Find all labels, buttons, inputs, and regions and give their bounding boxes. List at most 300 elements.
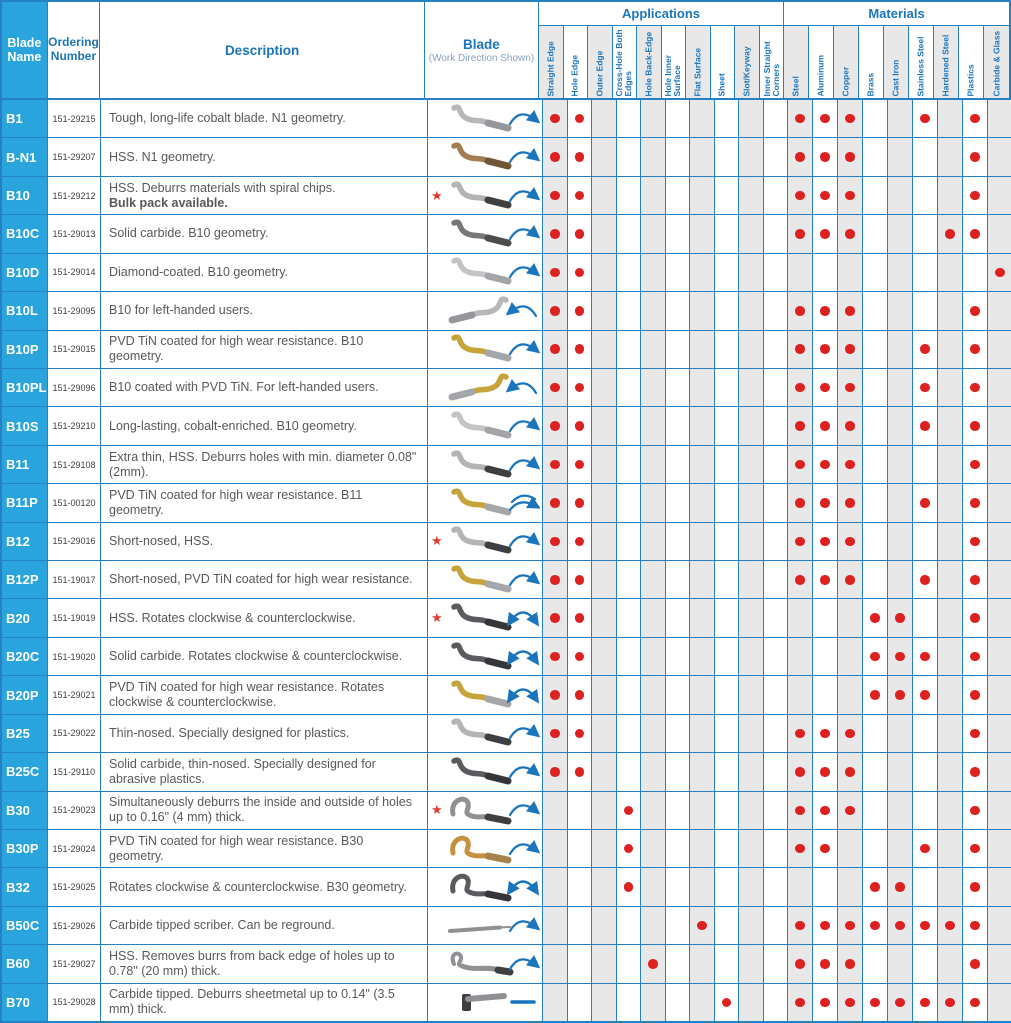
- column-label: Hole Edge: [569, 54, 580, 97]
- material-cell-stainless-steel: [913, 254, 938, 291]
- column-label: Outer Edge: [594, 50, 605, 97]
- application-cell-cross-hole-both-edges: [617, 561, 642, 598]
- material-column-header-plastics: [959, 26, 984, 98]
- material-cell-cast-iron: [888, 792, 913, 829]
- application-cell-hole-back-edge: [641, 292, 666, 329]
- application-cell-outer-edge: [592, 907, 617, 944]
- ordering-number-cell: 151-29108: [48, 446, 101, 483]
- check-dot-icon: [970, 575, 980, 585]
- application-cell-hole-edge: [568, 484, 593, 521]
- application-cell-outer-edge: [592, 484, 617, 521]
- application-cell-slot-keyway: [739, 945, 764, 982]
- application-cell-flat-surface: [690, 561, 715, 598]
- table-row-b32: [2, 868, 1009, 906]
- material-cell-cast-iron: [888, 484, 913, 521]
- application-cell-hole-back-edge: [641, 138, 666, 175]
- material-cell-steel: [788, 638, 813, 675]
- column-label: Plastics: [965, 64, 976, 97]
- application-cell-slot-keyway: [739, 177, 764, 214]
- check-dot-icon: [550, 306, 560, 316]
- check-dot-icon: [970, 344, 980, 354]
- table-row-b10pl: [2, 369, 1009, 407]
- check-dot-icon: [920, 498, 930, 508]
- check-dot-icon: [795, 921, 805, 931]
- material-cell-steel: [788, 599, 813, 636]
- application-cell-hole-inner-surface: [666, 254, 691, 291]
- table-row-b12: [2, 523, 1009, 561]
- blade-name-cell: B1: [2, 100, 48, 137]
- application-cell-flat-surface: [690, 868, 715, 905]
- check-dot-icon: [820, 421, 830, 431]
- check-dot-icon: [895, 613, 905, 623]
- application-cell-hole-inner-surface: [666, 484, 691, 521]
- material-cell-brass: [863, 177, 888, 214]
- table-row-b10l: [2, 292, 1009, 330]
- check-dot-icon: [550, 460, 560, 470]
- application-cell-hole-inner-surface: [666, 830, 691, 867]
- material-cell-cast-iron: [888, 369, 913, 406]
- application-cell-straight-edge: [543, 868, 568, 905]
- blade-image-cell: [428, 484, 543, 521]
- application-cell-inner-straight-corners: [764, 369, 789, 406]
- check-dot-icon: [795, 152, 805, 162]
- check-dot-icon: [845, 959, 855, 969]
- description-text: HSS. Rotates clockwise & counterclockwise.: [109, 610, 356, 625]
- application-cell-flat-surface: [690, 715, 715, 752]
- application-cell-outer-edge: [592, 254, 617, 291]
- clockwise-arrow-icon: [506, 760, 540, 784]
- check-dot-icon: [795, 767, 805, 777]
- material-cell-carbide-glass: [988, 792, 1011, 829]
- check-dot-icon: [575, 652, 585, 662]
- material-cell-plastics: [963, 638, 988, 675]
- material-cell-carbide-glass: [988, 715, 1011, 752]
- application-cell-slot-keyway: [739, 792, 764, 829]
- application-cell-hole-inner-surface: [666, 177, 691, 214]
- material-cell-cast-iron: [888, 446, 913, 483]
- clockwise-arrow-icon: [506, 952, 540, 976]
- description-cell: [101, 638, 428, 675]
- check-dot-icon: [575, 191, 585, 201]
- blade-image-cell: [428, 177, 543, 214]
- check-dot-icon: [970, 383, 980, 393]
- table-row-b11p: [2, 484, 1009, 522]
- application-cell-inner-straight-corners: [764, 446, 789, 483]
- application-cell-hole-inner-surface: [666, 868, 691, 905]
- check-dot-icon: [970, 229, 980, 239]
- application-cell-outer-edge: [592, 446, 617, 483]
- material-cell-cast-iron: [888, 753, 913, 790]
- application-cell-hole-back-edge: [641, 369, 666, 406]
- application-cell-hole-back-edge: [641, 599, 666, 636]
- material-cell-carbide-glass: [988, 830, 1011, 867]
- description-cell: [101, 599, 428, 636]
- application-cell-inner-straight-corners: [764, 254, 789, 291]
- material-cell-cast-iron: [888, 945, 913, 982]
- description-text: HSS. N1 geometry.: [109, 149, 216, 164]
- application-cell-outer-edge: [592, 676, 617, 713]
- check-dot-icon: [795, 344, 805, 354]
- application-cell-sheet: [715, 561, 740, 598]
- application-cell-hole-back-edge: [641, 523, 666, 560]
- material-cell-copper: [838, 446, 863, 483]
- material-column-header-carbide-glass: [984, 26, 1009, 98]
- check-dot-icon: [722, 998, 732, 1008]
- material-cell-carbide-glass: [988, 907, 1011, 944]
- material-cell-carbide-glass: [988, 984, 1011, 1021]
- check-dot-icon: [795, 383, 805, 393]
- material-cell-brass: [863, 523, 888, 560]
- application-cell-hole-edge: [568, 830, 593, 867]
- material-cell-steel: [788, 945, 813, 982]
- application-cell-hole-back-edge: [641, 177, 666, 214]
- material-cell-stainless-steel: [913, 753, 938, 790]
- column-label: Cast Iron: [890, 59, 901, 97]
- application-cell-slot-keyway: [739, 868, 764, 905]
- application-cell-cross-hole-both-edges: [617, 753, 642, 790]
- application-cell-outer-edge: [592, 792, 617, 829]
- application-cell-sheet: [715, 792, 740, 829]
- application-cell-straight-edge: [543, 177, 568, 214]
- material-cell-aluminum: [813, 561, 838, 598]
- featured-star-icon: ★: [431, 533, 443, 549]
- description-cell: [101, 868, 428, 905]
- application-cell-flat-surface: [690, 792, 715, 829]
- column-label: Sheet: [716, 73, 727, 97]
- material-cell-hardened-steel: [938, 792, 963, 829]
- material-cell-steel: [788, 715, 813, 752]
- material-cell-copper: [838, 599, 863, 636]
- material-cell-stainless-steel: [913, 945, 938, 982]
- check-dot-icon: [970, 921, 980, 931]
- check-dot-icon: [845, 806, 855, 816]
- check-dot-icon: [845, 229, 855, 239]
- check-dot-icon: [945, 998, 955, 1008]
- check-dot-icon: [820, 959, 830, 969]
- application-cell-inner-straight-corners: [764, 523, 789, 560]
- material-cell-aluminum: [813, 523, 838, 560]
- check-dot-icon: [575, 729, 585, 739]
- material-cell-cast-iron: [888, 676, 913, 713]
- application-cell-slot-keyway: [739, 984, 764, 1021]
- application-cell-straight-edge: [543, 830, 568, 867]
- material-cell-cast-iron: [888, 138, 913, 175]
- material-cell-brass: [863, 446, 888, 483]
- col-header-ordering-number: Ordering Number: [48, 2, 101, 98]
- material-cell-plastics: [963, 292, 988, 329]
- application-cell-hole-edge: [568, 177, 593, 214]
- ordering-number-cell: 151-29212: [48, 177, 101, 214]
- material-cell-steel: [788, 407, 813, 444]
- application-cell-hole-inner-surface: [666, 945, 691, 982]
- application-column-header-straight-edge: [539, 26, 564, 98]
- check-dot-icon: [550, 229, 560, 239]
- material-cell-brass: [863, 331, 888, 368]
- material-cell-copper: [838, 984, 863, 1021]
- application-cell-sheet: [715, 407, 740, 444]
- clockwise-arrow-icon: [506, 107, 540, 131]
- material-cell-aluminum: [813, 676, 838, 713]
- application-cell-inner-straight-corners: [764, 215, 789, 252]
- description-cell: [101, 446, 428, 483]
- description-text: PVD TiN coated for high wear resistance. B30 geometry.: [109, 833, 364, 863]
- material-cell-brass: [863, 676, 888, 713]
- blade-image-cell: [428, 292, 543, 329]
- description-text: HSS. Removes burrs from back edge of holes up to 0.78" (20 mm) thick.: [109, 948, 395, 978]
- material-cell-carbide-glass: [988, 138, 1011, 175]
- application-cell-hole-edge: [568, 292, 593, 329]
- description-text: Long-lasting, cobalt-enriched. B10 geometry.: [109, 418, 357, 433]
- material-cell-aluminum: [813, 484, 838, 521]
- application-cell-cross-hole-both-edges: [617, 138, 642, 175]
- application-cell-outer-edge: [592, 331, 617, 368]
- application-cell-hole-inner-surface: [666, 446, 691, 483]
- material-cell-aluminum: [813, 830, 838, 867]
- material-cell-brass: [863, 561, 888, 598]
- check-dot-icon: [870, 921, 880, 931]
- material-cell-brass: [863, 484, 888, 521]
- application-cell-slot-keyway: [739, 407, 764, 444]
- column-label: Aluminum: [815, 54, 826, 97]
- check-dot-icon: [550, 652, 560, 662]
- application-cell-cross-hole-both-edges: [617, 292, 642, 329]
- material-cell-copper: [838, 945, 863, 982]
- check-dot-icon: [970, 844, 980, 854]
- material-cell-brass: [863, 215, 888, 252]
- material-cell-cast-iron: [888, 177, 913, 214]
- material-cell-hardened-steel: [938, 599, 963, 636]
- application-cell-cross-hole-both-edges: [617, 215, 642, 252]
- application-cell-inner-straight-corners: [764, 599, 789, 636]
- material-cell-copper: [838, 792, 863, 829]
- application-cell-hole-edge: [568, 407, 593, 444]
- application-cell-slot-keyway: [739, 100, 764, 137]
- check-dot-icon: [550, 152, 560, 162]
- material-cell-hardened-steel: [938, 369, 963, 406]
- description-cell: [101, 215, 428, 252]
- description-cell: [101, 177, 428, 214]
- application-cell-flat-surface: [690, 292, 715, 329]
- application-cell-cross-hole-both-edges: [617, 369, 642, 406]
- application-cell-sheet: [715, 369, 740, 406]
- check-dot-icon: [970, 959, 980, 969]
- check-dot-icon: [820, 921, 830, 931]
- material-cell-hardened-steel: [938, 484, 963, 521]
- material-cell-brass: [863, 753, 888, 790]
- material-cell-copper: [838, 177, 863, 214]
- application-cell-slot-keyway: [739, 331, 764, 368]
- application-cell-inner-straight-corners: [764, 138, 789, 175]
- blade-name-cell: B10S: [2, 407, 48, 444]
- application-cell-hole-edge: [568, 446, 593, 483]
- application-cell-inner-straight-corners: [764, 100, 789, 137]
- check-dot-icon: [795, 306, 805, 316]
- material-column-header-steel: [784, 26, 809, 98]
- material-cell-stainless-steel: [913, 868, 938, 905]
- material-cell-copper: [838, 331, 863, 368]
- description-cell: [101, 753, 428, 790]
- check-dot-icon: [795, 575, 805, 585]
- material-cell-steel: [788, 292, 813, 329]
- description-cell: [101, 254, 428, 291]
- application-cell-inner-straight-corners: [764, 868, 789, 905]
- table-row-b30p: [2, 830, 1009, 868]
- material-cell-aluminum: [813, 792, 838, 829]
- material-cell-brass: [863, 638, 888, 675]
- application-cell-cross-hole-both-edges: [617, 177, 642, 214]
- straight-direction-icon: [506, 990, 540, 1014]
- application-cell-hole-edge: [568, 561, 593, 598]
- check-dot-icon: [550, 344, 560, 354]
- material-cell-aluminum: [813, 638, 838, 675]
- material-cell-carbide-glass: [988, 638, 1011, 675]
- material-cell-copper: [838, 907, 863, 944]
- check-dot-icon: [845, 537, 855, 547]
- material-cell-copper: [838, 715, 863, 752]
- table-row-b12p: [2, 561, 1009, 599]
- check-dot-icon: [575, 690, 585, 700]
- table-row-b10: [2, 177, 1009, 215]
- description-text: Solid carbide. Rotates clockwise & counterclockwise.: [109, 649, 403, 664]
- material-cell-brass: [863, 715, 888, 752]
- check-dot-icon: [845, 344, 855, 354]
- description-bold-text: Bulk pack available.: [109, 195, 228, 210]
- table-row-b11: [2, 446, 1009, 484]
- material-cell-hardened-steel: [938, 945, 963, 982]
- application-cell-hole-edge: [568, 215, 593, 252]
- description-text: Tough, long-life cobalt blade. N1 geometry.: [109, 111, 346, 126]
- table-header: [2, 2, 1009, 100]
- check-dot-icon: [624, 882, 634, 892]
- material-cell-carbide-glass: [988, 753, 1011, 790]
- application-cell-straight-edge: [543, 292, 568, 329]
- featured-star-icon: ★: [431, 802, 443, 818]
- material-cell-brass: [863, 407, 888, 444]
- application-cell-straight-edge: [543, 138, 568, 175]
- application-cell-hole-edge: [568, 676, 593, 713]
- material-cell-copper: [838, 830, 863, 867]
- application-cell-outer-edge: [592, 984, 617, 1021]
- check-dot-icon: [970, 767, 980, 777]
- blade-name-cell: B10P: [2, 331, 48, 368]
- material-cell-plastics: [963, 369, 988, 406]
- application-cell-inner-straight-corners: [764, 792, 789, 829]
- cw-ccw-arrow-icon: [506, 645, 540, 669]
- check-dot-icon: [795, 498, 805, 508]
- application-cell-hole-edge: [568, 100, 593, 137]
- application-column-header-slot-keyway: [735, 26, 760, 98]
- blade-name-cell: B30: [2, 792, 48, 829]
- material-cell-copper: [838, 369, 863, 406]
- check-dot-icon: [870, 998, 880, 1008]
- check-dot-icon: [920, 998, 930, 1008]
- description-cell: [101, 715, 428, 752]
- material-cell-plastics: [963, 676, 988, 713]
- application-cell-outer-edge: [592, 638, 617, 675]
- application-cell-straight-edge: [543, 945, 568, 982]
- application-column-header-hole-back-edge: [637, 26, 662, 98]
- material-cell-plastics: [963, 561, 988, 598]
- application-cell-outer-edge: [592, 561, 617, 598]
- check-dot-icon: [970, 690, 980, 700]
- application-cell-flat-surface: [690, 215, 715, 252]
- material-cell-copper: [838, 215, 863, 252]
- application-cell-sheet: [715, 830, 740, 867]
- check-dot-icon: [970, 421, 980, 431]
- application-cell-cross-hole-both-edges: [617, 254, 642, 291]
- check-dot-icon: [820, 767, 830, 777]
- material-cell-aluminum: [813, 446, 838, 483]
- blade-name-cell: B25C: [2, 753, 48, 790]
- description-cell: [101, 407, 428, 444]
- check-dot-icon: [845, 152, 855, 162]
- application-cell-slot-keyway: [739, 676, 764, 713]
- check-dot-icon: [550, 268, 560, 278]
- application-cell-slot-keyway: [739, 292, 764, 329]
- application-cell-hole-inner-surface: [666, 676, 691, 713]
- blade-image-cell: [428, 215, 543, 252]
- material-cell-stainless-steel: [913, 369, 938, 406]
- blade-name-cell: B20C: [2, 638, 48, 675]
- cw-ccw-arrow-icon: [506, 875, 540, 899]
- blade-header-subtitle: (Work Direction Shown): [428, 52, 535, 64]
- application-cell-sheet: [715, 984, 740, 1021]
- material-cell-cast-iron: [888, 331, 913, 368]
- description-text: Short-nosed, HSS.: [109, 533, 214, 548]
- material-cell-steel: [788, 215, 813, 252]
- application-cell-hole-back-edge: [641, 407, 666, 444]
- material-cell-brass: [863, 292, 888, 329]
- check-dot-icon: [575, 268, 585, 278]
- application-cell-sheet: [715, 215, 740, 252]
- description-text: Solid carbide, thin-nosed. Specially designed for abrasive plastics.: [109, 756, 376, 786]
- col-header-blade: [425, 2, 539, 98]
- ordering-number-cell: 151-29014: [48, 254, 101, 291]
- blade-name-cell: B32: [2, 868, 48, 905]
- material-cell-plastics: [963, 868, 988, 905]
- materials-group-label: Materials: [784, 2, 1009, 26]
- blade-name-cell: B11: [2, 446, 48, 483]
- application-cell-hole-edge: [568, 599, 593, 636]
- clockwise-arrow-icon: [506, 414, 540, 438]
- application-cell-hole-edge: [568, 138, 593, 175]
- application-cell-slot-keyway: [739, 715, 764, 752]
- material-cell-carbide-glass: [988, 177, 1011, 214]
- material-column-header-stainless-steel: [909, 26, 934, 98]
- application-cell-slot-keyway: [739, 369, 764, 406]
- blade-image-cell: [428, 446, 543, 483]
- material-cell-plastics: [963, 907, 988, 944]
- counterclockwise-arrow-icon: [506, 299, 540, 323]
- check-dot-icon: [575, 537, 585, 547]
- application-cell-hole-back-edge: [641, 830, 666, 867]
- application-cell-hole-inner-surface: [666, 369, 691, 406]
- material-cell-aluminum: [813, 138, 838, 175]
- material-cell-carbide-glass: [988, 523, 1011, 560]
- description-text: PVD TiN coated for high wear resistance. B11 geometry.: [109, 487, 363, 517]
- blade-image-cell: [428, 830, 543, 867]
- application-cell-cross-hole-both-edges: [617, 984, 642, 1021]
- check-dot-icon: [795, 537, 805, 547]
- check-dot-icon: [870, 690, 880, 700]
- application-cell-flat-surface: [690, 331, 715, 368]
- material-cell-aluminum: [813, 907, 838, 944]
- material-cell-aluminum: [813, 945, 838, 982]
- material-cell-aluminum: [813, 407, 838, 444]
- blade-image-cell: [428, 599, 543, 636]
- application-cell-cross-hole-both-edges: [617, 830, 642, 867]
- blade-image-cell: [428, 715, 543, 752]
